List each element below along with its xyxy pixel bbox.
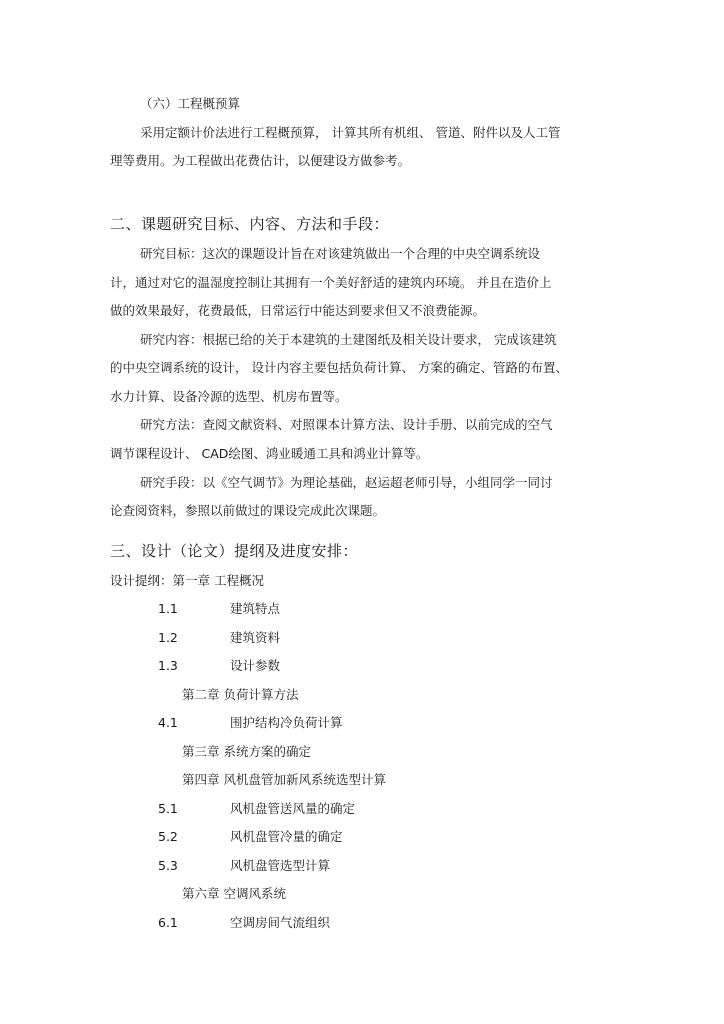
research-means-line1: 研究手段：以《空气调节》为理论基础，赵运超老师引导，小组同学一同讨 xyxy=(140,475,553,490)
outline-chapter: 第二章 负荷计算方法 xyxy=(182,687,299,702)
outline-item-number: 1.3 xyxy=(158,658,178,673)
section6-paragraph-line1: 采用定额计价法进行工程概预算， 计算其所有机组、 管道、附件以及人工管 xyxy=(140,125,561,140)
outline-item-text: 设计参数 xyxy=(230,658,281,673)
outline-chapter: 第三章 系统方案的确定 xyxy=(182,744,311,759)
section3-heading: 三、设计（论文）提纲及进度安排： xyxy=(110,542,359,560)
outline-item-text: 风机盘管送风量的确定 xyxy=(230,801,356,816)
outline-item-number: 5.3 xyxy=(158,858,178,873)
outline-item-number: 5.1 xyxy=(158,801,178,816)
outline-chapter: 第六章 空调风系统 xyxy=(182,886,286,901)
research-goal-line3: 做的效果最好，花费最低，日常运行中能达到要求但又不浪费能源。 xyxy=(110,303,486,318)
section6-paragraph-line2: 理等费用。为工程做出花费估计，以便建设方做参考。 xyxy=(110,153,411,168)
outline-item-text: 建筑特点 xyxy=(230,601,281,616)
research-content-line3: 水力计算、设备冷源的选型、机房布置等。 xyxy=(110,389,348,404)
research-content-line1: 研究内容：根据已给的关于本建筑的土建图纸及相关设计要求， 完成该建筑 xyxy=(140,332,557,347)
outline-intro: 设计提纲：第一章 工程概况 xyxy=(110,573,264,588)
research-goal-line2: 计，通过对它的温湿度控制让其拥有一个美好舒适的建筑内环境。 并且在造价上 xyxy=(110,275,552,290)
outline-item-text: 风机盘管选型计算 xyxy=(230,858,331,873)
outline-item-number: 5.2 xyxy=(158,829,178,844)
research-content-line2: 的中央空调系统的设计， 设计内容主要包括负荷计算、 方案的确定、管路的布置、 xyxy=(110,360,568,375)
section2-heading: 二、课题研究目标、内容、方法和手段： xyxy=(110,215,390,233)
outline-item-number: 1.1 xyxy=(158,601,178,616)
outline-item-text: 空调房间气流组织 xyxy=(230,915,331,930)
outline-item-number: 4.1 xyxy=(158,715,178,730)
outline-item-text: 建筑资料 xyxy=(230,630,281,645)
outline-item-text: 风机盘管冷量的确定 xyxy=(230,829,343,844)
outline-item-text: 围护结构冷负荷计算 xyxy=(230,715,343,730)
research-goal-line1: 研究目标：这次的课题设计旨在对该建筑做出一个合理的中央空调系统设 xyxy=(140,246,541,261)
outline-item-number: 1.2 xyxy=(158,630,178,645)
research-method-line1: 研究方法：查阅文献资料、对照课本计算方法、设计手册、以前完成的空气 xyxy=(140,417,553,432)
research-method-line2: 调节课程设计、 CAD绘图、鸿业暖通工具和鸿业计算等。 xyxy=(110,446,429,461)
outline-chapter: 第四章 风机盘管加新风系统选型计算 xyxy=(182,772,386,787)
section6-title: （六）工程概预算 xyxy=(140,96,241,111)
research-means-line2: 论查阅资料，参照以前做过的课设完成此次课题。 xyxy=(110,503,386,518)
outline-item-number: 6.1 xyxy=(158,915,178,930)
